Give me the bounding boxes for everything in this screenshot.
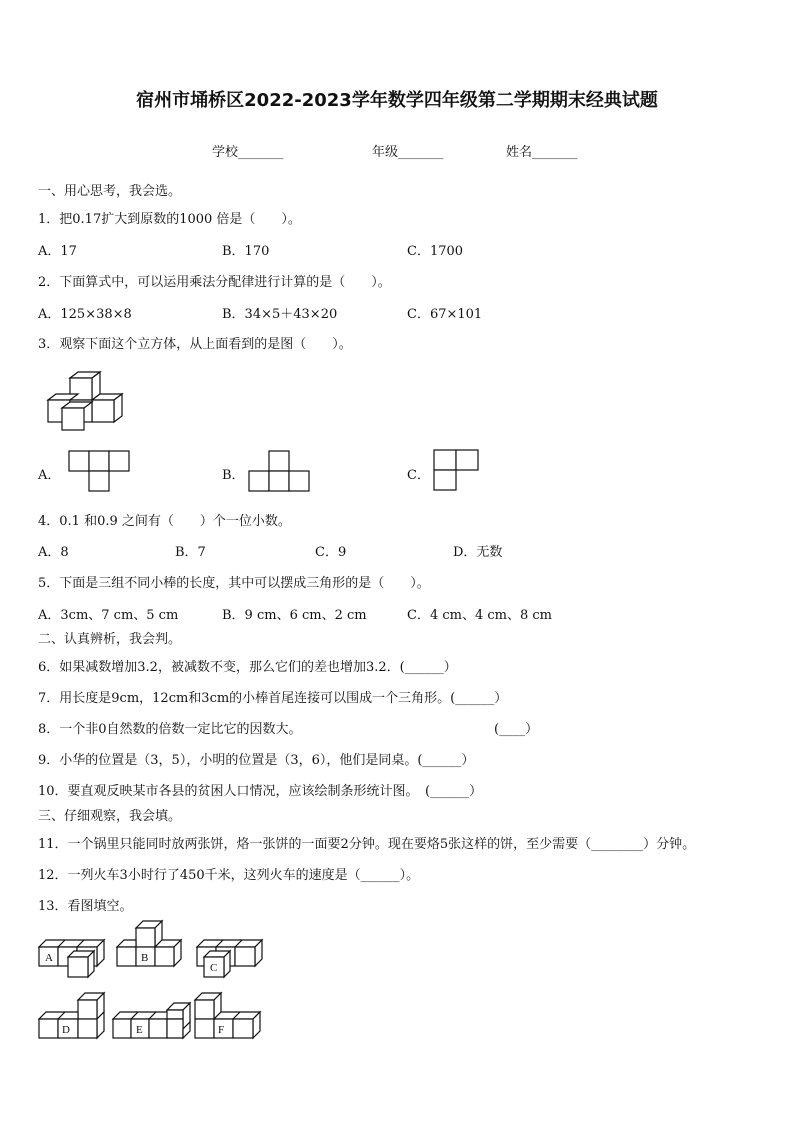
q3-option-c[interactable]: C． [407,468,430,483]
question-1: 1．把0.17扩大到原数的1000 倍是（ ）。 [38,212,301,227]
question-13: 13．看图填空。 [38,899,133,914]
q5-option-b[interactable]: B．9 cm、6 cm、2 cm [222,608,367,623]
q5-option-a[interactable]: A．3cm、7 cm、5 cm [38,608,179,623]
q3-option-a-figure [68,450,132,492]
question-9[interactable]: 9．小华的位置是（3，5），小明的位置是（3，6），他们是同桌。(______） [38,753,475,768]
question-6[interactable]: 6．如果减数增加3.2，被减数不变，那么它们的差也增加3.2．(______） [38,660,457,675]
q13-label-e: E [136,1024,143,1036]
q1-option-b[interactable]: B．170 [222,244,270,259]
grade-field[interactable]: 年级_______ [372,145,444,160]
question-10[interactable]: 10．要直观反映某市各县的贫困人口情况，应该绘制条形统计图。 (______） [38,784,483,799]
q13-label-a: A [45,952,53,964]
q1-option-a[interactable]: A．17 [38,244,77,259]
q13-figure-b [116,918,188,970]
q3-option-b-figure [248,450,312,492]
q13-figure-c [196,938,268,980]
q4-option-c[interactable]: C．9 [315,545,347,560]
q8-answer-blank[interactable]: (____） [494,722,539,737]
question-2: 2．下面算式中，可以运用乘法分配律进行计算的是（ ）。 [38,275,391,290]
q13-figure-e [112,1000,192,1042]
q3-option-a[interactable]: A． [38,468,61,483]
question-7[interactable]: 7．用长度是9cm，12cm和3cm的小棒首尾连接可以围成一个三角形。(______） [38,691,508,706]
q13-figure-a [38,938,110,980]
q3-option-c-figure [433,449,483,491]
question-11[interactable]: 11．一个锅里只能同时放两张饼，烙一张饼的一面要2分钟。现在要烙5张这样的饼，至少需要（________）分钟。 [38,837,696,852]
q13-figure-f [194,990,266,1042]
section-fill: 三、仔细观察，我会填。 [38,809,182,824]
section-judge: 二、认真辨析，我会判。 [38,632,182,647]
page-title: 宿州市埇桥区2022-2023学年数学四年级第二学期期末经典试题 [136,90,658,111]
q2-option-a[interactable]: A．125×38×8 [38,307,132,322]
name-field[interactable]: 姓名_______ [506,145,578,160]
school-field[interactable]: 学校_______ [212,145,284,160]
q2-option-c[interactable]: C．67×101 [407,307,483,322]
section-choice: 一、用心思考，我会选。 [38,184,182,199]
q4-option-a[interactable]: A．8 [38,545,69,560]
question-3: 3．观察下面这个立方体，从上面看到的是图（ ）。 [38,337,352,352]
q13-label-c: C [210,962,218,974]
q3-cube-figure [44,372,124,432]
q5-option-c[interactable]: C．4 cm、4 cm、8 cm [407,608,552,623]
q13-label-d: D [62,1024,70,1036]
q4-option-d[interactable]: D．无数 [453,545,503,560]
question-8: 8．一个非0自然数的倍数一定比它的因数大。 [38,722,302,737]
q13-figure-d [38,990,110,1042]
q13-label-f: F [218,1024,225,1036]
q13-label-b: B [141,952,149,964]
question-12[interactable]: 12．一列火车3小时行了450千米，这列火车的速度是（______）。 [38,868,420,883]
q1-option-c[interactable]: C．1700 [407,244,464,259]
question-5: 5．下面是三组不同小棒的长度，其中可以摆成三角形的是（ ）。 [38,576,430,591]
q4-option-b[interactable]: B．7 [175,545,206,560]
q2-option-b[interactable]: B．34×5＋43×20 [222,307,338,322]
q3-option-b[interactable]: B． [222,468,245,483]
question-4: 4．0.1 和0.9 之间有（ ）个一位小数。 [38,514,291,529]
